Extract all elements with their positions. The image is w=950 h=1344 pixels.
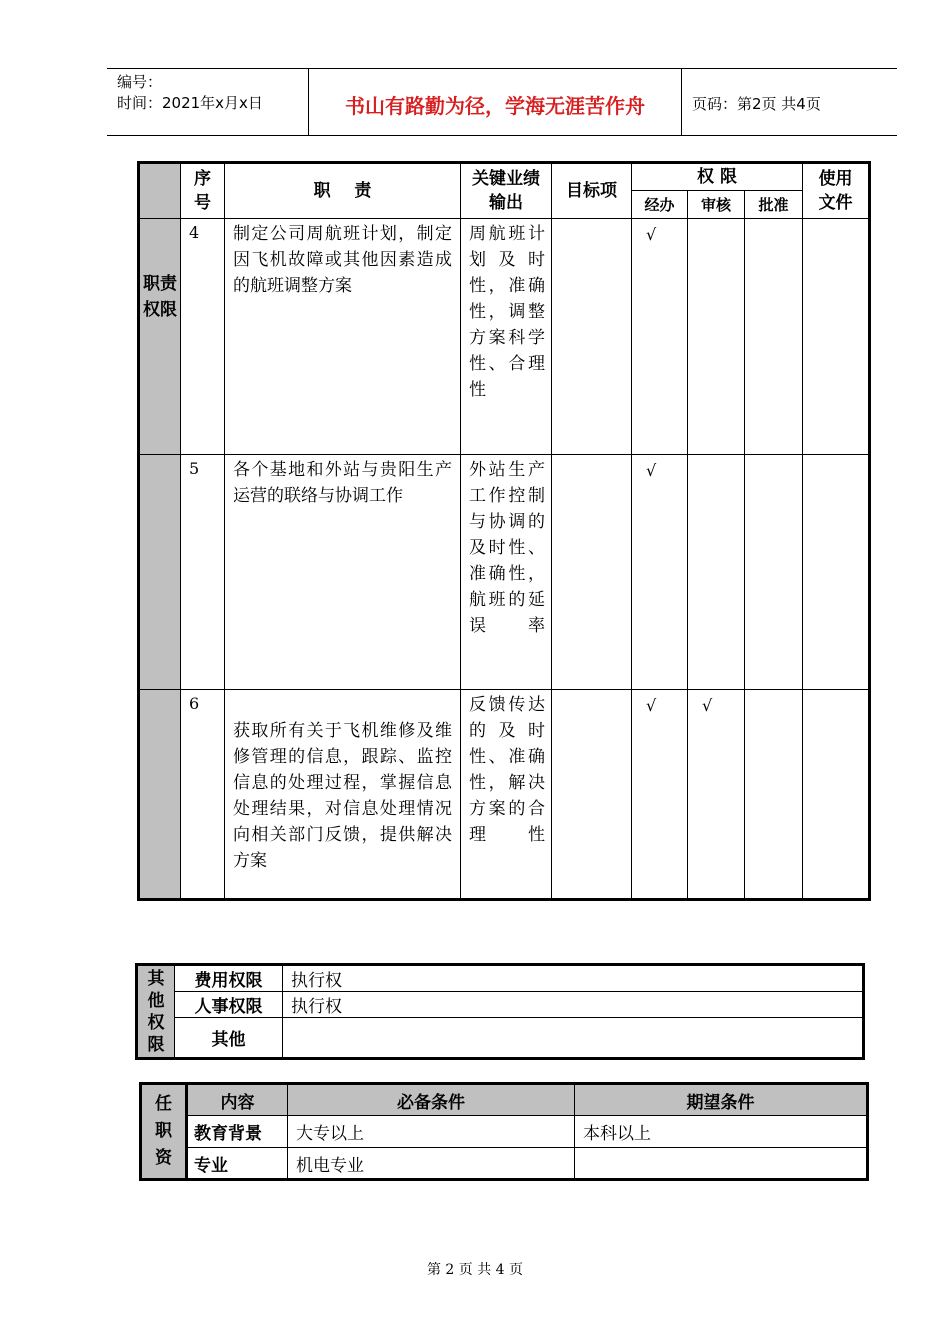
col-header-duty: 职 责 — [225, 163, 461, 219]
header-motto: 书山有路勤为径，学海无涯苦作舟 — [345, 94, 645, 118]
header-meta — [117, 72, 263, 114]
qualification-required: 大专以上 — [288, 1116, 575, 1148]
row-seq: 5 — [181, 455, 225, 690]
col-header-kpi: 关键业绩输出 — [461, 163, 552, 219]
other-rights-label: 费用权限 — [175, 965, 283, 992]
other-rights-table — [135, 963, 865, 1060]
header-divider — [308, 69, 309, 135]
col-header-doc: 使用文件 — [803, 163, 870, 219]
row-approve-check — [745, 690, 803, 900]
qualification-header-expected: 期望条件 — [575, 1084, 868, 1116]
side-label: 职责权限 — [143, 274, 177, 320]
doc-time-label: 时间：2021年x月x日 — [117, 94, 263, 112]
row-duty: 获取所有关于飞机维修及维修管理的信息，跟踪、监控信息的处理过程，掌握信息处理结果，对信息处理情况向相关部门反馈，提供解决方案 — [225, 690, 461, 900]
row-target — [552, 455, 632, 690]
col-header-target: 目标项 — [552, 163, 632, 219]
row-doc — [803, 690, 870, 900]
duty-table — [137, 161, 871, 901]
col-header-authority: 权 限 — [632, 163, 803, 191]
other-rights-label: 人事权限 — [175, 992, 283, 1018]
col-header-review: 审核 — [688, 191, 745, 219]
col-header-approve: 批准 — [745, 191, 803, 219]
qualification-row-label: 教育背景 — [187, 1116, 288, 1148]
qualification-header-content: 内容 — [187, 1084, 288, 1116]
qualification-side-label: 任职资 — [141, 1084, 187, 1180]
qualification-expected: 本科以上 — [575, 1116, 868, 1148]
row-do-check: √ — [632, 690, 688, 900]
other-rights-value — [283, 1018, 864, 1059]
qualification-expected — [575, 1148, 868, 1180]
other-rights-value: 执行权 — [283, 965, 864, 992]
col-header-do: 经办 — [632, 191, 688, 219]
row-do-check: √ — [632, 455, 688, 690]
header-top-rule — [107, 68, 897, 69]
table-row — [139, 690, 870, 900]
other-rights-label: 其他 — [175, 1018, 283, 1059]
header-page-label: 页码：第2页 共4页 — [692, 95, 821, 113]
header-divider — [681, 69, 682, 135]
side-filler-cell — [139, 690, 181, 900]
side-filler-cell — [139, 455, 181, 690]
table-row — [139, 219, 870, 455]
other-rights-value: 执行权 — [283, 992, 864, 1018]
header-bottom-rule — [107, 135, 897, 136]
row-target — [552, 690, 632, 900]
table-row — [139, 455, 870, 690]
row-approve-check — [745, 455, 803, 690]
row-doc — [803, 455, 870, 690]
row-duty: 各个基地和外站与贵阳生产运营的联络与协调工作 — [225, 455, 461, 690]
row-seq: 6 — [181, 690, 225, 900]
other-rights-side-label: 其他权限 — [137, 965, 175, 1059]
row-kpi: 反馈传达的及时性、准确性，解决方案的合理性 — [461, 690, 552, 900]
side-label-cell — [139, 219, 181, 455]
row-approve-check — [745, 219, 803, 455]
col-header-seq: 序号 — [181, 163, 225, 219]
qualification-header-required: 必备条件 — [288, 1084, 575, 1116]
qualification-row-label: 专业 — [187, 1148, 288, 1180]
doc-code-label: 编号： — [117, 73, 163, 91]
qualification-required: 机电专业 — [288, 1148, 575, 1180]
row-review-check: √ — [688, 690, 745, 900]
row-do-check: √ — [632, 219, 688, 455]
row-duty: 制定公司周航班计划，制定因飞机故障或其他因素造成的航班调整方案 — [225, 219, 461, 455]
row-seq: 4 — [181, 219, 225, 455]
row-doc — [803, 219, 870, 455]
row-review-check — [688, 219, 745, 455]
row-kpi: 周航班计划及时性，准确性，调整方案科学性、合理性 — [461, 219, 552, 455]
row-review-check — [688, 455, 745, 690]
row-target — [552, 219, 632, 455]
qualification-table — [139, 1082, 869, 1181]
corner-cell — [139, 163, 181, 219]
page-footer: 第 2 页 共 4 页 — [426, 1262, 524, 1278]
row-kpi: 外站生产工作控制与协调的及时性、准确性，航班的延误率 — [461, 455, 552, 690]
